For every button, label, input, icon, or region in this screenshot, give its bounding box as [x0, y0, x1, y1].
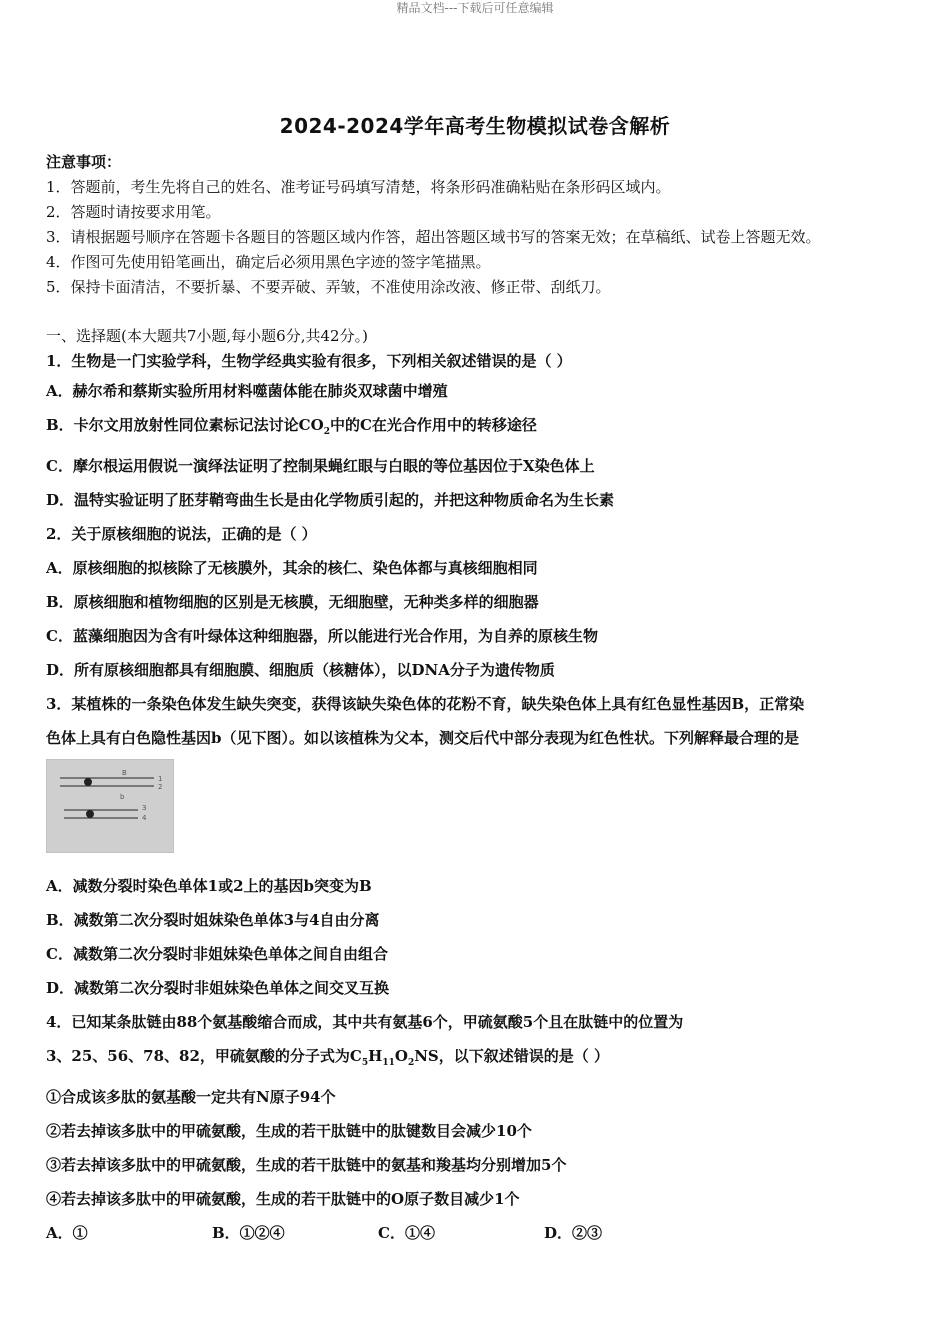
q3-stem-line2: 色体上具有白色隐性基因b（见下图）。如以该植株为父本，测交后代中部分表现为红色性状。下列解释最合理的是: [46, 729, 799, 747]
q3-option-a: A．减数分裂时染色单体1或2上的基因b突变为B: [46, 877, 372, 895]
document-body: [46, 150, 916, 1250]
q4-option-c: C．①④: [378, 1224, 435, 1242]
notice-heading: 注意事项：: [46, 153, 122, 171]
q4-option-d: D．②③: [544, 1224, 603, 1242]
chromatid-label-2: 2: [158, 783, 163, 791]
chromatid-label-4: 4: [142, 814, 147, 822]
q1-option-b-sub: 2: [323, 427, 330, 437]
q4-option-a: A．①: [46, 1224, 88, 1242]
q1-option-c: C．摩尔根运用假说一演绎法证明了控制果蝇红眼与白眼的等位基因位于X染色体上: [46, 457, 595, 475]
chromosome-diagram: [46, 759, 174, 853]
q2-option-c: C．蓝藻细胞因为含有叶绿体这种细胞器，所以能进行光合作用，为自养的原核生物: [46, 627, 598, 645]
q1-stem: 1．生物是一门实验学科，生物学经典实验有很多，下列相关叙述错误的是（ ）: [46, 352, 572, 370]
figure-background: [46, 759, 174, 853]
q2-stem: 2．关于原核细胞的说法，正确的是（ ）: [46, 525, 317, 543]
q4-statement-2: ②若去掉该多肽中的甲硫氨酸，生成的若干肽链中的肽键数目会减少10个: [46, 1122, 532, 1140]
q3-option-d: D．减数第二次分裂时非姐妹染色单体之间交叉互换: [46, 979, 390, 997]
notice-item: 3．请根据题号顺序在答题卡各题目的答题区域内作答，超出答题区域书写的答案无效；在草稿纸、试卷上答题无效。: [46, 228, 821, 246]
q4-statement-1: ①合成该多肽的氨基酸一定共有N原子94个: [46, 1088, 336, 1106]
centromere-2: [86, 810, 94, 818]
formula-sub-o: 2: [407, 1058, 415, 1068]
q1-option-a: A．赫尔希和蔡斯实验所用材料噬菌体能在肺炎双球菌中增殖: [46, 382, 448, 400]
notice-item: 5．保持卡面清洁，不要折暴、不要弄破、弄皱，不准使用涂改液、修正带、刮纸刀。: [46, 278, 611, 296]
q4-stem-line2-rest: NS，以下叙述错误的是（ ）: [414, 1047, 609, 1065]
notice-item: 2．答题时请按要求用笔。: [46, 203, 221, 221]
q2-option-a: A．原核细胞的拟核除了无核膜外，其余的核仁、染色体都与真核细胞相同: [46, 559, 538, 577]
section-heading: 一、选择题(本大题共7小题,每小题6分,共42分。): [46, 327, 368, 345]
q4-statement-4: ④若去掉该多肽中的甲硫氨酸，生成的若干肽链中的O原子数目减少1个: [46, 1190, 520, 1208]
q3-option-b: B．减数第二次分裂时姐妹染色单体3与4自由分离: [46, 911, 380, 929]
q1-option-d: D．温特实验证明了胚芽鞘弯曲生长是由化学物质引起的，并把这种物质命名为生长素: [46, 491, 615, 509]
gene-label-b: b: [120, 793, 125, 801]
centromere-1: [84, 778, 92, 786]
gene-label-B: B: [122, 769, 127, 777]
formula-h: H: [368, 1047, 383, 1065]
chromatid-label-1: 1: [158, 775, 163, 783]
formula-sub-h: 11: [382, 1058, 395, 1068]
notice-item: 4．作图可先使用铅笔画出，确定后必须用黑色字迹的签字笔描黑。: [46, 253, 491, 271]
formula-o: O: [394, 1047, 408, 1065]
q1-option-b-text: B．卡尔文用放射性同位素标记法讨论CO: [46, 416, 324, 434]
q4-stem-line2: [46, 1039, 916, 1080]
q3-option-c: C．减数第二次分裂时非姐妹染色单体之间自由组合: [46, 945, 388, 963]
chromatid-label-3: 3: [142, 804, 147, 812]
q4-options: [46, 1216, 916, 1250]
document-title: 2024-2024学年高考生物模拟试卷含解析: [279, 114, 671, 138]
q3-stem-line1: 3．某植株的一条染色体发生缺失突变，获得该缺失染色体的花粉不育，缺失染色体上具有红色显性基因B，正常染: [46, 695, 805, 713]
document-watermark: 精品文档---下载后可任意编辑: [396, 1, 554, 15]
q4-stem-line2-text: 3、25、56、78、82，甲硫氨酸的分子式为C: [46, 1047, 362, 1065]
notice-item: 1．答题前，考生先将自己的姓名、准考证号码填写清楚，将条形码准确粘贴在条形码区域内。: [46, 178, 671, 196]
q4-option-b: B．①②④: [212, 1224, 285, 1242]
q4-stem-line1: 4．已知某条肽链由88个氨基酸缩合而成，其中共有氨基6个，甲硫氨酸5个且在肽链中的位置为: [46, 1013, 684, 1031]
q1-option-b-text-rest: 中的C在光合作用中的转移途径: [329, 416, 537, 434]
chromosome-figure: [46, 759, 916, 857]
q1-option-b: [46, 408, 916, 449]
q2-option-d: D．所有原核细胞都具有细胞膜、细胞质（核糖体），以DNA分子为遗传物质: [46, 661, 555, 679]
formula-sub-c: 5: [361, 1058, 369, 1068]
q2-option-b: B．原核细胞和植物细胞的区别是无核膜，无细胞壁，无种类多样的细胞器: [46, 593, 539, 611]
q4-statement-3: ③若去掉该多肽中的甲硫氨酸，生成的若干肽链中的氨基和羧基均分别增加5个: [46, 1156, 567, 1174]
